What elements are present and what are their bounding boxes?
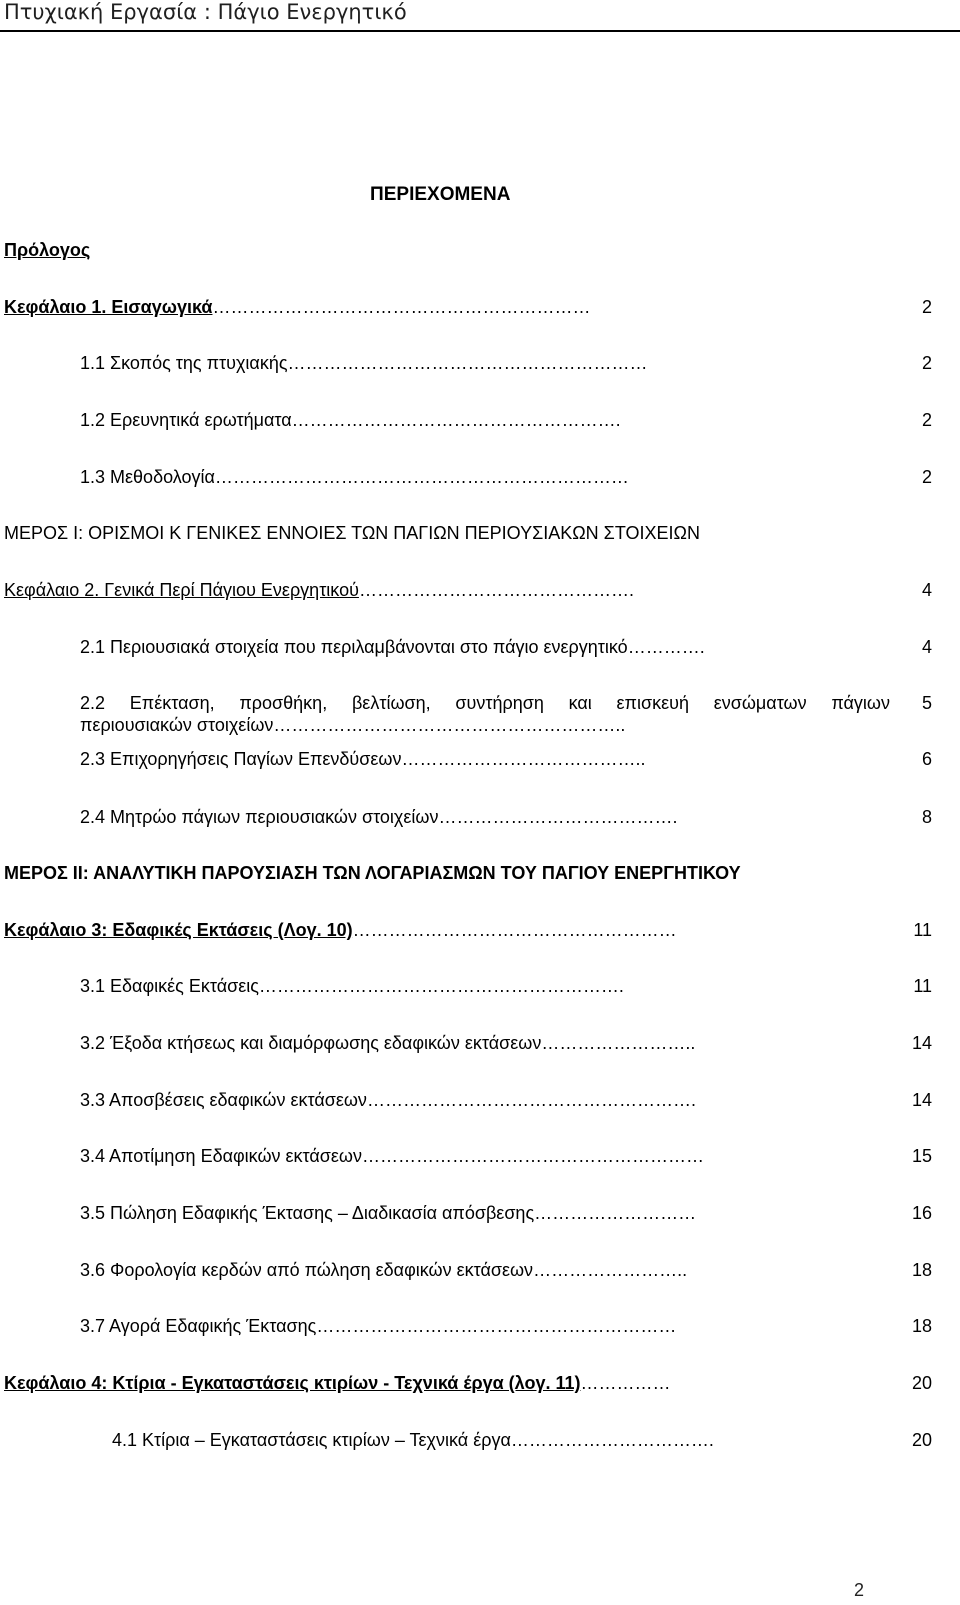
toc-entry-page: 15	[911, 1146, 932, 1166]
toc-entry-leader: ……………………………………………….	[291, 410, 621, 430]
toc-entry-title: Κεφάλαιο 4: Κτίρια - Εγκαταστάσεις κτιρίων - Τεχνικά έργα (λογ. 11)	[4, 1373, 581, 1393]
toc-entry-title-continued: περιουσιακών στοιχείων	[80, 715, 274, 735]
toc-entry-page: 18	[911, 1316, 932, 1336]
toc-entry-leader: ………………………………….	[438, 807, 678, 827]
toc-entry-leader: ……………………………………………………	[316, 1316, 677, 1336]
toc-entry[interactable]	[80, 1145, 704, 1167]
toc-entry-page: 2	[921, 467, 932, 487]
toc-entry-leader: ……………………………………………………	[287, 353, 648, 373]
toc-entry[interactable]	[4, 579, 634, 601]
toc-entry-title: 2.4 Μητρώο πάγιων περιουσιακών στοιχείων	[80, 807, 439, 827]
toc-entry-leader: ………………………………………………	[352, 920, 677, 940]
toc-entry-title: 3.1 Εδαφικές Εκτάσεις	[80, 976, 259, 996]
toc-entry-page: 6	[921, 749, 932, 769]
running-header: Πτυχιακή Εργασία : Πάγιο Ενεργητικό	[4, 0, 407, 24]
toc-entry-title: 3.7 Αγορά Εδαφικής Έκτασης	[80, 1316, 317, 1336]
toc-entry-leader: ……………………………………………….	[366, 1090, 696, 1110]
toc-entry[interactable]	[80, 466, 629, 488]
toc-entry[interactable]	[80, 409, 621, 431]
toc-entry[interactable]	[112, 1429, 714, 1451]
toc-heading: ΠΕΡΙΕΧΟΜΕΝΑ	[370, 184, 511, 205]
toc-entry-title: Κεφάλαιο 3: Εδαφικές Εκτάσεις (Λογ. 10)	[4, 920, 353, 940]
toc-entry-leader: ……………………..	[541, 1033, 696, 1053]
toc-entry-page: 14	[911, 1033, 932, 1053]
toc-entry-leader: …………………………………………………..	[273, 715, 626, 735]
toc-entry[interactable]	[80, 1315, 676, 1337]
toc-entry-title: 2.3 Επιχορηγήσεις Παγίων Επενδύσεων	[80, 749, 402, 769]
toc-entry-title: 3.2 Έξοδα κτήσεως και διαμόρφωσης εδαφικών εκτάσεων	[80, 1033, 542, 1053]
toc-entry-page: 20	[911, 1373, 932, 1393]
toc-entry-page: 2	[921, 353, 932, 373]
toc-part-heading[interactable]: ΜΕΡΟΣ Ι: ΟΡΙΣΜΟΙ Κ ΓΕΝΙΚΕΣ ΕΝΝΟΙΕΣ ΤΩΝ ΠΑΓΙΩΝ ΠΕΡΙΟΥΣΙΑΚΩΝ ΣΤΟΙΧΕΙΩΝ	[4, 523, 700, 543]
toc-part-heading[interactable]: ΜΕΡΟΣ ΙΙ: ΑΝΑΛΥΤΙΚΗ ΠΑΡΟΥΣΙΑΣΗ ΤΩΝ ΛΟΓΑΡΙΑΣΜΩΝ ΤΟΥ ΠΑΓΙΟΥ ΕΝΕΡΓΗΤΙΚΟΥ	[4, 863, 741, 883]
toc-entry-page: 2	[921, 297, 932, 317]
toc-entry-page: 11	[913, 920, 932, 940]
toc-entry[interactable]	[80, 748, 645, 770]
toc-entry[interactable]	[80, 352, 648, 374]
toc-entry[interactable]	[80, 1089, 696, 1111]
toc-entry[interactable]	[80, 975, 624, 997]
toc-entry-page: 4	[921, 580, 932, 600]
toc-entry-title: 4.1 Κτίρια – Εγκαταστάσεις κτιρίων – Τεχνικά έργα	[112, 1430, 511, 1450]
toc-entry-leader: ………….	[627, 637, 705, 657]
toc-entry[interactable]	[4, 1372, 670, 1394]
toc-entry-page: 20	[911, 1430, 932, 1450]
toc-entry-title: 3.5 Πώληση Εδαφικής Έκτασης – Διαδικασία απόσβεσης	[80, 1203, 535, 1223]
toc-entry[interactable]	[80, 1259, 687, 1281]
toc-entry[interactable]	[4, 919, 677, 941]
toc-entry-page: 2	[921, 410, 932, 430]
page-number: 2	[854, 1580, 865, 1600]
toc-entry[interactable]	[80, 806, 677, 828]
toc-entry-leader: ……………	[580, 1373, 671, 1393]
toc-entry-title: Κεφάλαιο 2. Γενικά Περί Πάγιου Ενεργητικού	[4, 580, 359, 600]
toc-entry[interactable]	[80, 1202, 696, 1224]
toc-entry-title: 2.1 Περιουσιακά στοιχεία που περιλαμβάνονται στο πάγιο ενεργητικό	[80, 637, 628, 657]
toc-entry-page: 18	[911, 1260, 932, 1280]
toc-entry[interactable]	[80, 636, 705, 658]
toc-entry-title: 1.3 Μεθοδολογία	[80, 467, 215, 487]
toc-entry-title: 3.3 Αποσβέσεις εδαφικών εκτάσεων	[80, 1090, 367, 1110]
toc-entry-leader: …………………………………………………….	[258, 976, 624, 996]
toc-entry-page: 16	[911, 1203, 932, 1223]
toc-entry-page: 5	[921, 693, 932, 713]
toc-entry-title: 3.6 Φορολογία κερδών από πώληση εδαφικών εκτάσεων	[80, 1260, 534, 1280]
toc-entry-leader: ………………………………………………………	[212, 297, 591, 317]
toc-entry-title: 1.1 Σκοπός της πτυχιακής	[80, 353, 288, 373]
toc-entry-page: 14	[911, 1090, 932, 1110]
toc-entry-title: Κεφάλαιο 1. Εισαγωγικά	[4, 297, 213, 317]
toc-entry-leader: …………………………….	[510, 1430, 714, 1450]
toc-entry-leader: ………………………	[534, 1203, 697, 1223]
toc-entry[interactable]	[80, 1032, 695, 1054]
toc-entry[interactable]	[4, 296, 590, 318]
toc-entry-leader: …………………………………………………	[361, 1146, 704, 1166]
toc-entry[interactable]	[80, 692, 890, 736]
toc-entry-leader: ……………………..	[533, 1260, 688, 1280]
header-rule	[0, 30, 960, 32]
toc-entry-leader: ……………………………………………………………	[214, 467, 629, 487]
toc-entry-page: 8	[921, 807, 932, 827]
toc-entry-title: 3.4 Αποτίμηση Εδαφικών εκτάσεων	[80, 1146, 362, 1166]
toc-entry-leader: ……………………………………….	[358, 580, 634, 600]
toc-prologue-link[interactable]: Πρόλογος	[4, 240, 91, 260]
toc-entry-title: 1.2 Ερευνητικά ερωτήματα	[80, 410, 292, 430]
toc-entry-leader: …………………………………..	[401, 749, 646, 769]
toc-entry-page: 11	[913, 976, 932, 996]
toc-entry-title: 2.2 Επέκταση, προσθήκη, βελτίωση, συντήρηση και επισκευή ενσώματων πάγιων	[80, 693, 890, 713]
toc-entry-page: 4	[921, 637, 932, 657]
